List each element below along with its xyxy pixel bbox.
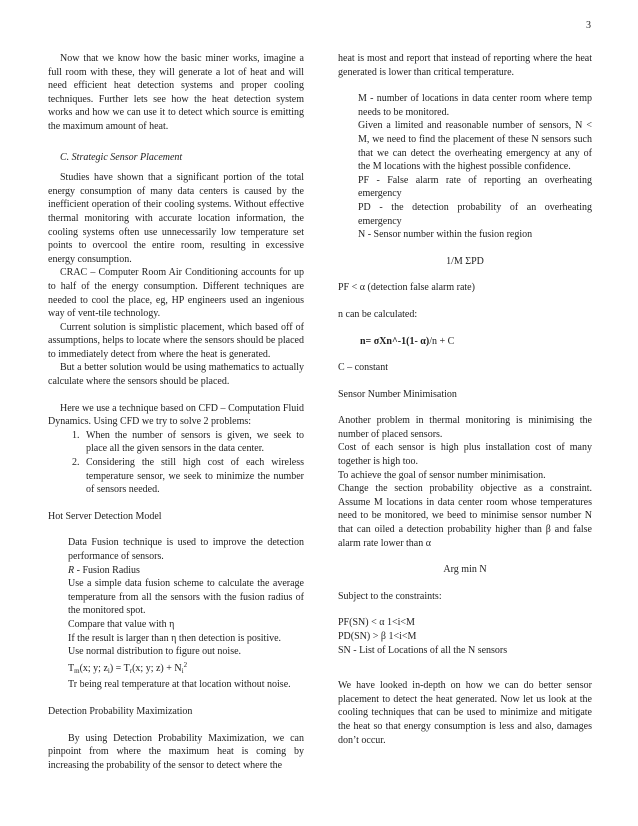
paragraph-cfd: Here we use a technique based on CFD – Computation Fluid Dynamics. Using CFD we try to solve 2 problems: (48, 402, 304, 428)
noise-formula: $T_m(x$; y; $z_i) = T_r(x$; y; $z) + N_i^2$ (68, 660, 188, 675)
minimisation-line: Cost of each sensor is high plus installation cost of many together is high too. (338, 442, 592, 468)
definition-line: M - number of locations in data center room where temp needs to be monitored. (358, 93, 592, 118)
section-c-heading: C. Strategic Sensor Placement (60, 151, 183, 163)
page-number: 3 (586, 20, 591, 31)
list-item: 2. Considering the still high cost of each wireless temperature sensor, we seek to minimize the number of sensors needed. (82, 456, 304, 497)
definition-line: Given a limited and reasonable number of sensors, N < M, we need to find the placement of these N sensors such that we can detect the overheating emergency at any of the M locations with the highest possible confidence. (358, 120, 592, 173)
n-equation: n= σXn^-1(1- α)/n + C (360, 335, 455, 347)
cfd-problem-list (48, 429, 304, 497)
list-item: 1. When the number of sensors is given, we seek to place all the given sensors in the data center. (82, 429, 304, 456)
definition-line: N - Sensor number within the fusion region (358, 229, 533, 241)
paragraph-cooling-energy: Studies have shown that a significant portion of the total energy consumption of many data centers is caused by the inefficient operation of their cooling systems. Without effective thermal monitoring with accurate location information, the cooling systems often use unnecessarily low temperature set points to overcool the entire room, resulting in excessive energy consumption. (48, 172, 304, 265)
constraint-line: PD(SN) > β 1<i<M (338, 631, 417, 642)
paragraph-current-solution: Current solution is simplistic placement, which based off of assumptions, helps to locate where the sensors should be placed to immediately detect from where the heat is generated. (48, 321, 304, 360)
hot-server-block (48, 536, 304, 692)
detection-probability-heading: Detection Probability Maximization (48, 705, 193, 717)
paragraph-better-solution: But a better solution would be using mathematics to actually calculate where the sensors should be placed. (48, 362, 304, 388)
constraint-line: PF(SN) < α 1<i<M (338, 617, 415, 629)
right-column (338, 52, 592, 747)
hot-line: Use a simple data fusion scheme to calculate the average temperature from all the sensors with the fusion radius of the monitored spot. (68, 578, 304, 617)
paragraph-crac: CRAC – Computer Room Air Conditioning accounts for up to half of the energy consumption. Different techniques are needed to cool the place, eg, HP engineers used an ingenious way of vent-tile technology. (48, 267, 304, 320)
constraint-line: SN - List of Locations of all the N sensors (338, 644, 508, 656)
c-constant-line: C – constant (338, 362, 388, 374)
hot-server-heading: Hot Server Detection Model (48, 510, 162, 522)
objective-equation: 1/M ΣPD (446, 255, 484, 267)
constraints-heading: Subject to the constraints: (338, 590, 442, 602)
minimisation-line: To achieve the goal of sensor number minimisation. (338, 469, 546, 481)
hot-line: Tr being real temperature at that location without noise. (68, 679, 291, 691)
minimisation-line: Another problem in thermal monitoring is minimising the number of placed sensors. (338, 415, 592, 440)
argmin-equation: Arg min N (443, 564, 487, 576)
n-calc-line: n can be calculated: (338, 308, 418, 320)
definition-line: PD - the detection probability of an overheating emergency (358, 201, 592, 227)
conclusion-paragraph: We have looked in-depth on how we can do better sensor placement to detect the heat generated. Now let us look at the cooling techniques that can be used to minimize and mitigate the heat so that energy consumption is less and also, damages don’t occur. (338, 680, 592, 746)
detection-probability-paragraph: By using Detection Probability Maximization, we can pinpoint from where the maximum heat is coming by increasing the probability of the sensor to detect where the (48, 732, 304, 771)
continued-paragraph: heat is most and report that instead of reporting where the heat generated is lower than critical temperature. (338, 53, 592, 78)
false-alarm-line: PF < α (detection false alarm rate) (338, 282, 475, 294)
left-column (48, 52, 304, 772)
definition-line: PF - False alarm rate of reporting an overheating emergency (358, 174, 592, 200)
intro-paragraph: Now that we know how the basic miner works, imagine a full room with these, they will generate a lot of heat and will need efficient heat detection systems and proper cooling techniques. Further lets see how the heat detection system works and how we can use it to detect which source is emitting the maximum amount of heat. (48, 53, 304, 132)
hot-line: Compare that value with η (68, 618, 175, 630)
radius-symbol: R (68, 564, 75, 576)
hot-line: Use normal distribution to figure out noise. (68, 646, 242, 658)
hot-line: If the result is larger than η then detection is positive. (68, 632, 282, 644)
sensor-minimisation-heading: Sensor Number Minimisation (338, 388, 457, 400)
hot-line: R - Fusion Radius (68, 564, 140, 576)
hot-line: Data Fusion technique is used to improve the detection performance of sensors. (68, 537, 304, 562)
minimisation-line: Change the section probability objective as a constraint. Assume M locations in data center room whose temperatures need to be monitored, we beed to minimise sensor number N that can oiled a detection probability higher than β and false alarm rate lower than α (338, 483, 592, 549)
definitions-block (338, 92, 592, 242)
